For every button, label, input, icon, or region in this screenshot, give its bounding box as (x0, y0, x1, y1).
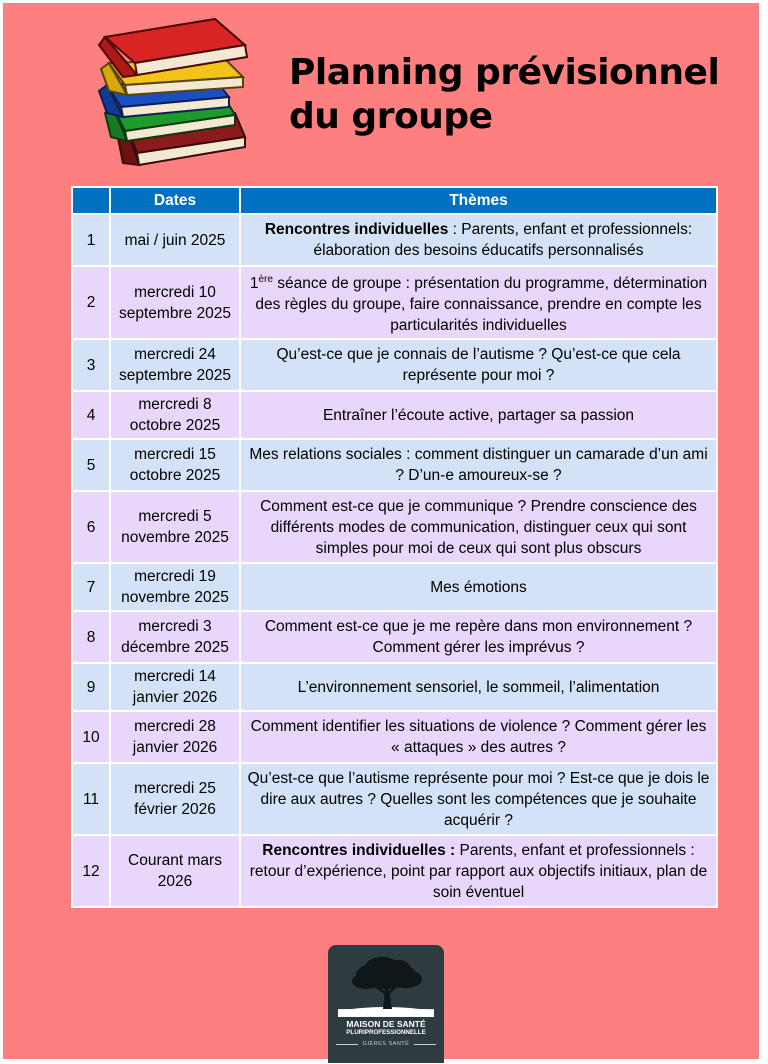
maison-de-sante-logo (328, 945, 444, 1063)
header-dates: Dates (110, 187, 240, 214)
table-row (72, 763, 717, 835)
row-number: 6 (72, 491, 110, 563)
table-header-row (72, 187, 717, 214)
row-theme (240, 266, 717, 339)
row-theme: Comment est-ce que je communique ? Prendre conscience des différents modes de communication, distinguer ceux qui sont simples pour moi de ceux qui sont plus obscurs (240, 491, 717, 563)
row-number: 9 (72, 663, 110, 711)
row-theme: Comment identifier les situations de violence ? Comment gérer les « attaques » des autres ? (240, 711, 717, 763)
row-date: mercredi 8 octobre 2025 (110, 391, 240, 439)
row-theme: Comment est-ce que je me repère dans mon environnement ? Comment gérer les imprévus ? (240, 611, 717, 663)
planning-table (71, 186, 718, 908)
table-row (72, 339, 717, 391)
row-theme: Mes relations sociales : comment distinguer un camarade d’un ami ? D’un-e amoureux-se ? (240, 439, 717, 491)
table-row (72, 266, 717, 339)
row-theme-bold: Rencontres individuelles (264, 221, 449, 238)
row-number: 11 (72, 763, 110, 835)
row-number: 12 (72, 835, 110, 907)
logo-line-3: GIÈRES SANTÉ (362, 1041, 410, 1047)
table-row (72, 611, 717, 663)
row-date: mercredi 10 septembre 2025 (110, 266, 240, 339)
row-date: mercredi 24 septembre 2025 (110, 339, 240, 391)
page-title (289, 51, 749, 139)
row-theme-text: Parents, enfant et professionnels : retour d’expérience, point par rapport aux objectifs initiaux, plan de soin éventuel (249, 841, 708, 901)
row-theme (240, 214, 717, 266)
row-date: mercredi 5 novembre 2025 (110, 491, 240, 563)
row-theme: Qu’est-ce que l’autisme représente pour moi ? Est-ce que je dois le dire aux autres ? Quelles sont les compétences que je souhaite acquérir ? (240, 763, 717, 835)
row-number: 5 (72, 439, 110, 491)
title-line-2: du groupe (289, 96, 493, 137)
row-number: 7 (72, 563, 110, 611)
stack-of-books-icon (95, 15, 265, 175)
header-themes: Thèmes (240, 187, 717, 214)
row-date: mercredi 25 février 2026 (110, 763, 240, 835)
row-theme: Mes émotions (240, 563, 717, 611)
row-theme-text: séance de groupe : présentation du programme, détermination des règles du groupe, faire connaissance, prendre en compte les particularités individuelles (255, 275, 708, 335)
tree-icon (338, 953, 434, 1017)
header-num (72, 187, 110, 214)
logo-rule-right (414, 1044, 436, 1045)
table-row (72, 491, 717, 563)
logo-line-2: PLURIPROFESSIONNELLE (346, 1029, 426, 1036)
table-row (72, 391, 717, 439)
row-theme-bold: Rencontres individuelles : (262, 841, 456, 859)
row-number: 10 (72, 711, 110, 763)
row-date: mercredi 15 octobre 2025 (110, 439, 240, 491)
table-row (72, 663, 717, 711)
row-number: 4 (72, 391, 110, 439)
table-row (72, 711, 717, 763)
row-theme-text: : Parents, enfant et professionnels: élaboration des besoins éducatifs personnalisés (313, 221, 693, 259)
title-line-1: Planning prévisionnel (289, 52, 720, 93)
table-row (72, 835, 717, 907)
row-number: 1 (72, 214, 110, 266)
row-date: mercredi 14 janvier 2026 (110, 663, 240, 711)
row-theme-superscript: ère (258, 274, 273, 285)
row-number: 8 (72, 611, 110, 663)
row-number: 3 (72, 339, 110, 391)
row-theme: L’environnement sensoriel, le sommeil, l’alimentation (240, 663, 717, 711)
table-row (72, 439, 717, 491)
row-number: 2 (72, 266, 110, 339)
row-theme: Qu’est-ce que je connais de l’autisme ? Qu’est-ce que cela représente pour moi ? (240, 339, 717, 391)
page (3, 3, 759, 1059)
logo-line-1: MAISON DE SANTÉ (346, 1019, 426, 1029)
row-date: mai / juin 2025 (110, 214, 240, 266)
row-date: Courant mars 2026 (110, 835, 240, 907)
table-row (72, 214, 717, 266)
table-row (72, 563, 717, 611)
row-date: mercredi 3 décembre 2025 (110, 611, 240, 663)
row-theme: Entraîner l’écoute active, partager sa passion (240, 391, 717, 439)
row-date: mercredi 28 janvier 2026 (110, 711, 240, 763)
row-date: mercredi 19 novembre 2025 (110, 563, 240, 611)
row-theme-ordinal: 1 (249, 275, 259, 293)
row-theme (240, 835, 717, 907)
